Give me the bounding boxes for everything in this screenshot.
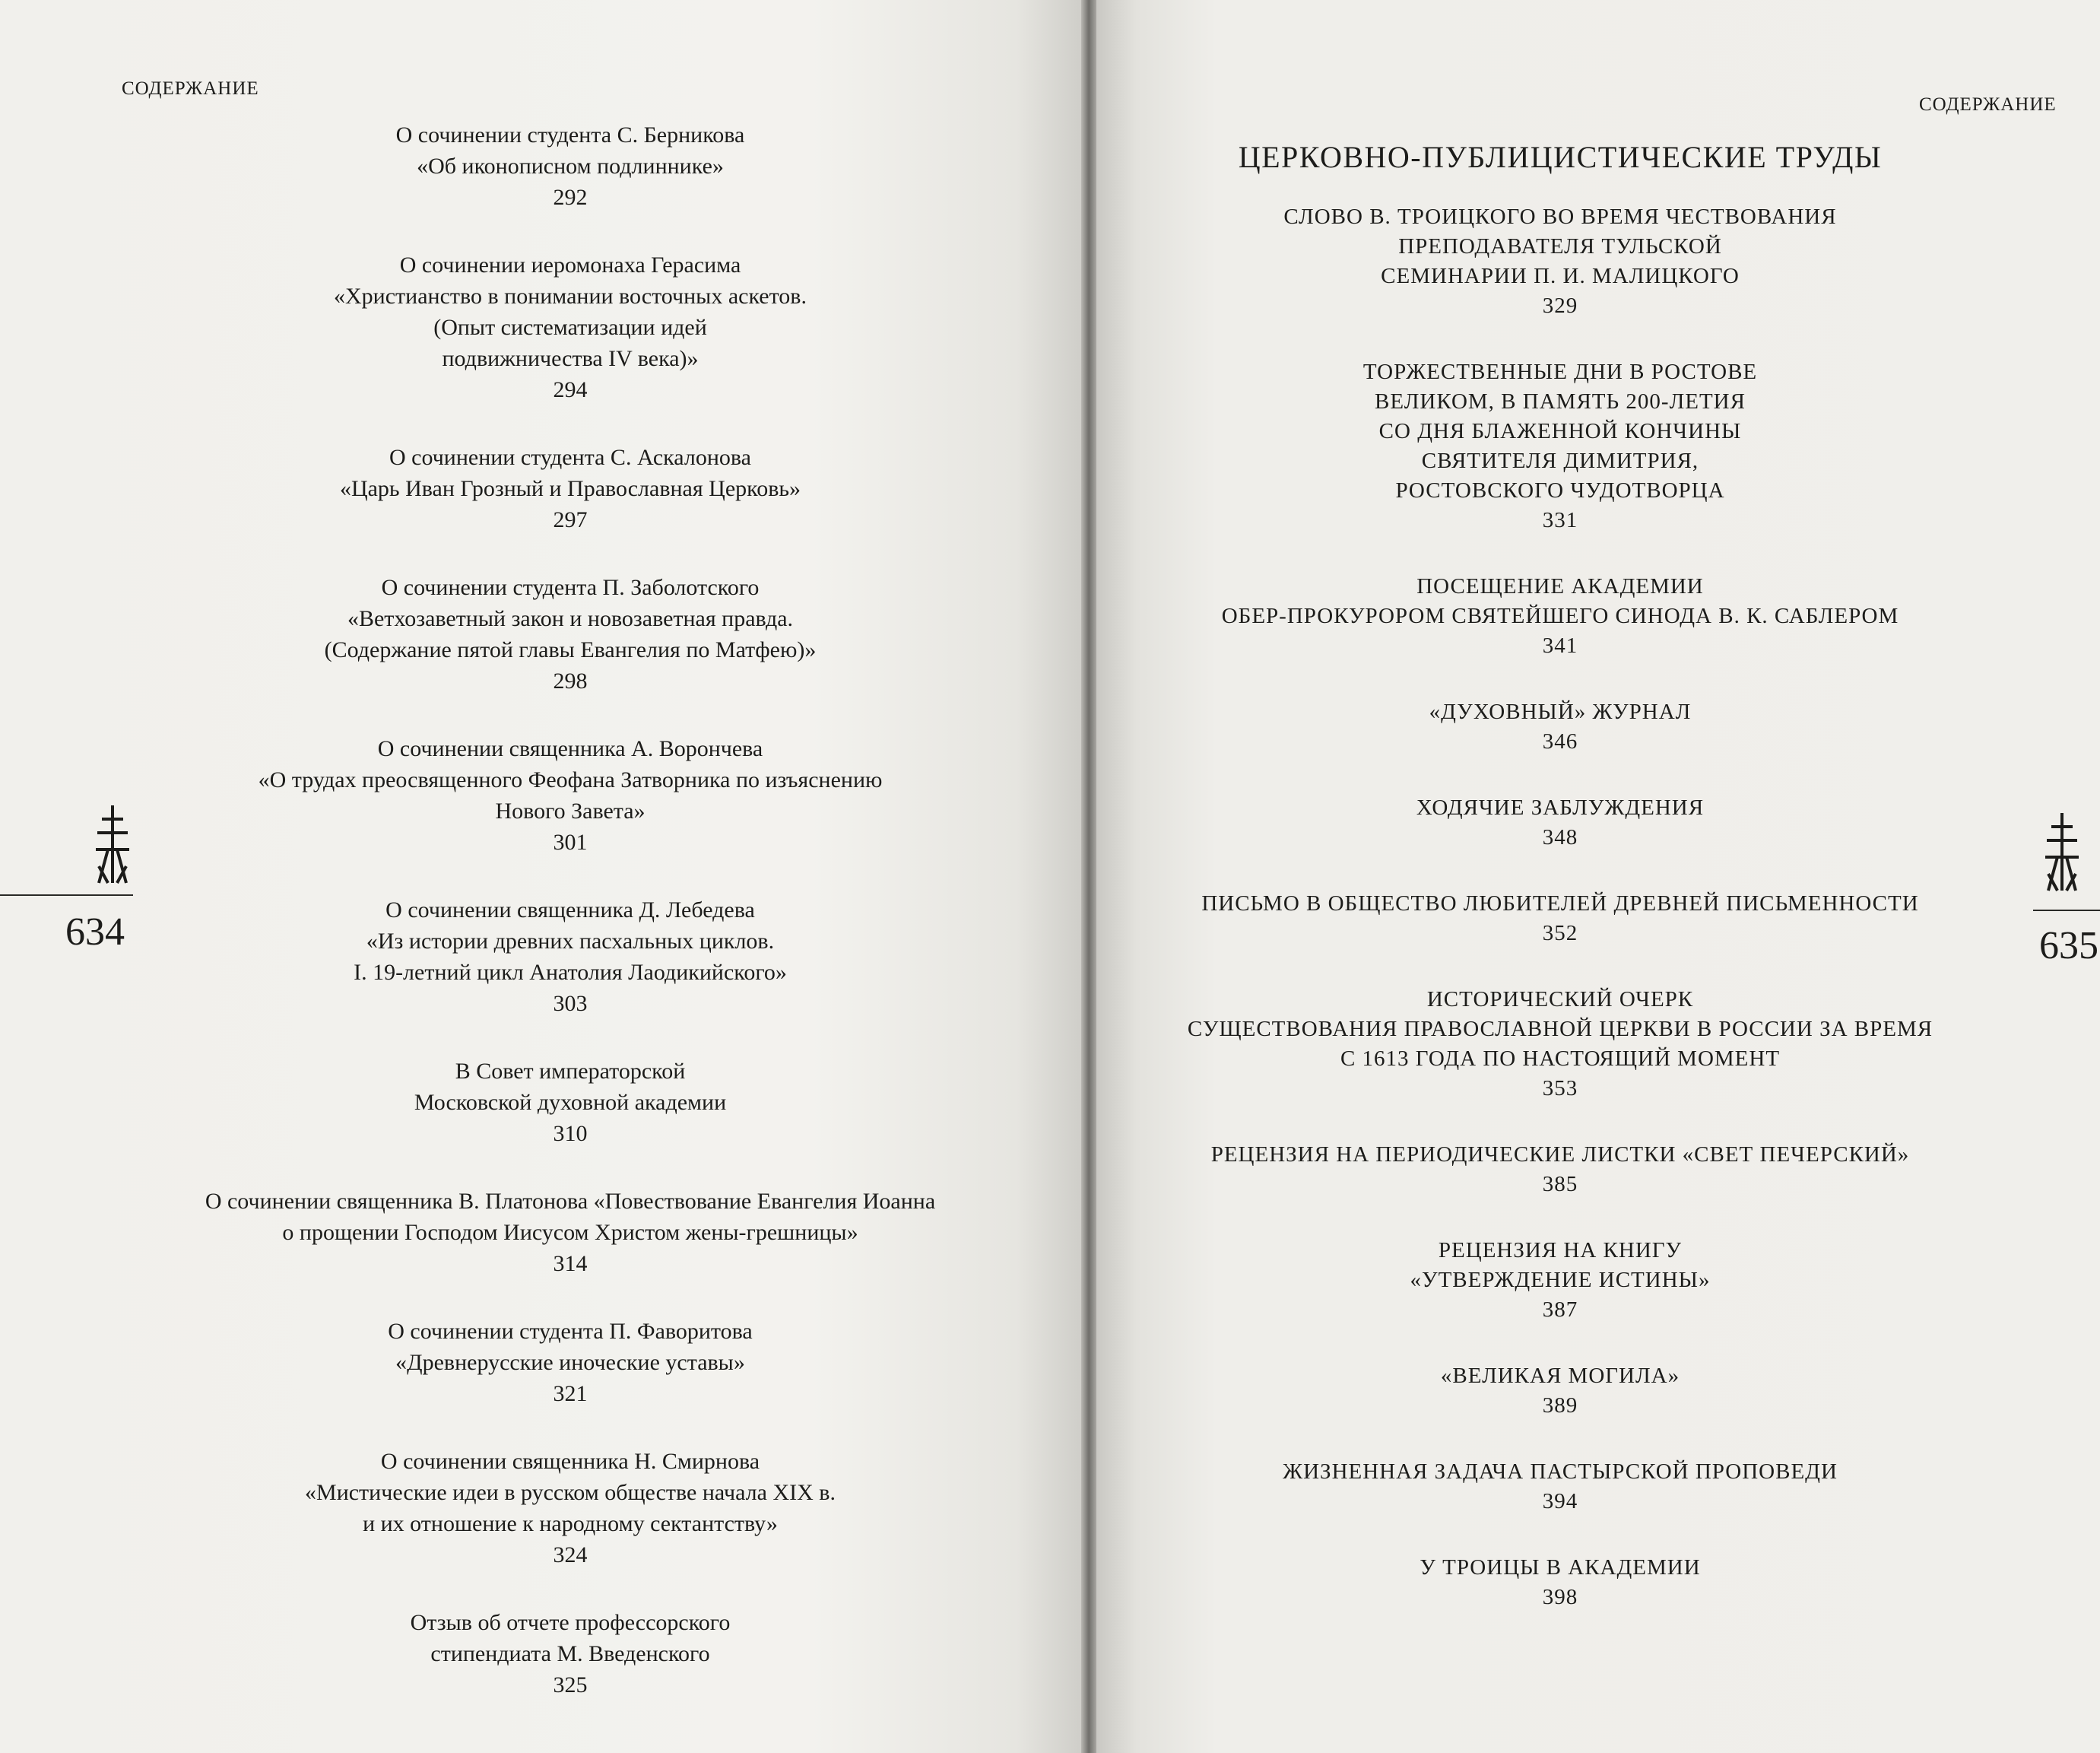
toc-entry-title: Отзыв об отчете профессорского стипендиата М. Введенского	[410, 1610, 731, 1666]
toc-entry	[1142, 1553, 1978, 1612]
folio-rule	[2033, 910, 2100, 911]
toc-entry-page: 310	[553, 1121, 588, 1146]
running-head-left: СОДЕРЖАНИЕ	[122, 78, 259, 99]
toc-entry-title: «ВЕЛИКАЯ МОГИЛА»	[1440, 1364, 1680, 1388]
toc-entry	[137, 442, 1004, 535]
toc-entry-page: 314	[553, 1251, 588, 1276]
toc-entry	[137, 1056, 1004, 1149]
toc-entry-title: ИСТОРИЧЕСКИЙ ОЧЕРК СУЩЕСТВОВАНИЯ ПРАВОСЛАВНОЙ ЦЕРКВИ В РОССИИ ЗА ВРЕМЯ С 1613 ГОДА ПО НАСТОЯЩИЙ МОМЕНТ	[1187, 987, 1933, 1071]
toc-entry-title: ПИСЬМО В ОБЩЕСТВО ЛЮБИТЕЛЕЙ ДРЕВНЕЙ ПИСЬМЕННОСТИ	[1201, 891, 1919, 916]
toc-entry-page: 324	[553, 1542, 588, 1567]
folio-right: 635	[2039, 924, 2098, 967]
toc-entry	[137, 1446, 1004, 1570]
toc-entry	[1142, 697, 1978, 757]
toc-entry-title: РЕЦЕНЗИЯ НА ПЕРИОДИЧЕСКИЕ ЛИСТКИ «СВЕТ ПЕЧЕРСКИЙ»	[1210, 1142, 1910, 1167]
toc-entry-title: ЖИЗНЕННАЯ ЗАДАЧА ПАСТЫРСКОЙ ПРОПОВЕДИ	[1283, 1459, 1838, 1484]
toc-entry	[137, 119, 1004, 213]
toc-entry-page: 353	[1542, 1076, 1578, 1100]
book-gutter	[1081, 0, 1096, 1753]
toc-entry-page: 292	[553, 185, 588, 210]
toc-entry	[1142, 985, 1978, 1104]
folio-left: 634	[65, 910, 125, 954]
toc-entry-page: 294	[553, 377, 588, 402]
toc-entry	[1142, 1236, 1978, 1325]
toc-entry	[1142, 1361, 1978, 1421]
toc-entry-page: 297	[553, 507, 588, 532]
toc-entry-title: О сочинении священника В. Платонова «Повествование Евангелия Иоанна о прощении Господом Иисусом Христом жены-грешницы»	[205, 1189, 936, 1245]
toc-entry-title: «ДУХОВНЫЙ» ЖУРНАЛ	[1429, 700, 1692, 724]
toc-entry-page: 303	[553, 991, 588, 1016]
toc-entry	[1142, 572, 1978, 661]
toc-entry	[1142, 1457, 1978, 1516]
toc-entry-title: О сочинении студента П. Фаворитова «Древнерусские иноческие уставы»	[388, 1319, 753, 1375]
toc-entry	[137, 1607, 1004, 1701]
toc-entry-title: В Совет императорской Московской духовной академии	[414, 1059, 727, 1115]
toc-entry-page: 325	[553, 1672, 588, 1697]
toc-right-entries	[1142, 202, 1978, 1612]
toc-left	[137, 119, 1004, 1737]
toc-entry-title: О сочинении студента С. Аскалонова «Царь Иван Грозный и Православная Церковь»	[339, 445, 801, 501]
toc-entry-page: 331	[1542, 508, 1578, 532]
toc-entry	[1142, 202, 1978, 321]
toc-entry	[1142, 357, 1978, 535]
toc-entry-page: 329	[1542, 294, 1578, 318]
toc-entry-page: 321	[553, 1381, 588, 1406]
toc-entry-title: О сочинении студента С. Берникова «Об иконописном подлиннике»	[395, 122, 745, 179]
toc-entry	[137, 894, 1004, 1019]
toc-entry-page: 385	[1542, 1172, 1578, 1196]
toc-entry-page: 301	[553, 830, 588, 855]
folio-rule	[0, 894, 133, 896]
toc-entry-page: 298	[553, 668, 588, 694]
toc-entry	[137, 572, 1004, 697]
toc-entry-page: 352	[1542, 921, 1578, 945]
toc-entry-title: ТОРЖЕСТВЕННЫЕ ДНИ В РОСТОВЕ ВЕЛИКОМ, В ПАМЯТЬ 200-ЛЕТИЯ СО ДНЯ БЛАЖЕННОЙ КОНЧИНЫ СВЯТИТЕЛЯ ДИМИТРИЯ, РОСТОВСКОГО ЧУДОТВОРЦА	[1362, 360, 1758, 503]
toc-entry	[1142, 793, 1978, 853]
toc-entry-page: 394	[1542, 1489, 1578, 1513]
toc-entry	[137, 1186, 1004, 1279]
toc-entry-page: 398	[1542, 1585, 1578, 1609]
toc-entry-title: О сочинении священника А. Ворончева «О трудах преосвященного Феофана Затворника по изъяснению Нового Завета»	[258, 736, 883, 824]
toc-entry-title: РЕЦЕНЗИЯ НА КНИГУ «УТВЕРЖДЕНИЕ ИСТИНЫ»	[1410, 1238, 1711, 1292]
toc-entry-title: У ТРОИЦЫ В АКАДЕМИИ	[1420, 1555, 1701, 1580]
toc-entry-title: ПОСЕЩЕНИЕ АКАДЕМИИ ОБЕР-ПРОКУРОРОМ СВЯТЕЙШЕГО СИНОДА В. К. САБЛЕРОМ	[1221, 574, 1899, 628]
section-title: ЦЕРКОВНО-ПУБЛИЦИСТИЧЕСКИЕ ТРУДЫ	[1238, 140, 1883, 174]
toc-entry-title: О сочинении иеромонаха Герасима «Христианство в понимании восточных аскетов. (Опыт систематизации идей подвижничества IV века)»	[334, 252, 807, 371]
toc-entry-page: 348	[1542, 825, 1578, 850]
toc-entry-page: 387	[1542, 1297, 1578, 1322]
toc-entry-title: СЛОВО В. ТРОИЦКОГО ВО ВРЕМЯ ЧЕСТВОВАНИЯ ПРЕПОДАВАТЕЛЯ ТУЛЬСКОЙ СЕМИНАРИИ П. И. МАЛИЦКОГО	[1283, 205, 1837, 288]
toc-entry-title: О сочинении студента П. Заболотского «Ветхозаветный закон и новозаветная правда. (Содержание пятой главы Евангелия по Матфею)»	[324, 575, 817, 662]
running-head-right: СОДЕРЖАНИЕ	[1919, 94, 2057, 115]
cross-monogram-icon	[2041, 810, 2083, 894]
toc-entry-title: ХОДЯЧИЕ ЗАБЛУЖДЕНИЯ	[1416, 796, 1705, 820]
toc-entry	[137, 249, 1004, 405]
toc-entry	[1142, 889, 1978, 948]
toc-entry-page: 346	[1542, 729, 1578, 754]
right-page	[1096, 0, 2100, 1753]
cross-monogram-icon	[91, 802, 134, 886]
toc-entry	[1142, 1140, 1978, 1199]
toc-entry-page: 341	[1542, 634, 1578, 658]
toc-entry	[137, 733, 1004, 858]
toc-entry-page: 389	[1542, 1393, 1578, 1418]
toc-entry-title: О сочинении священника Д. Лебедева «Из истории древних пасхальных циклов. I. 19-летний цикл Анатолия Лаодикийского»	[354, 897, 787, 985]
toc-right	[1142, 138, 1978, 1649]
toc-entry-title: О сочинении священника Н. Смирнова «Мистические идеи в русском обществе начала XIX в. и их отношение к народному сектантству»	[305, 1449, 836, 1536]
toc-entry	[137, 1316, 1004, 1409]
